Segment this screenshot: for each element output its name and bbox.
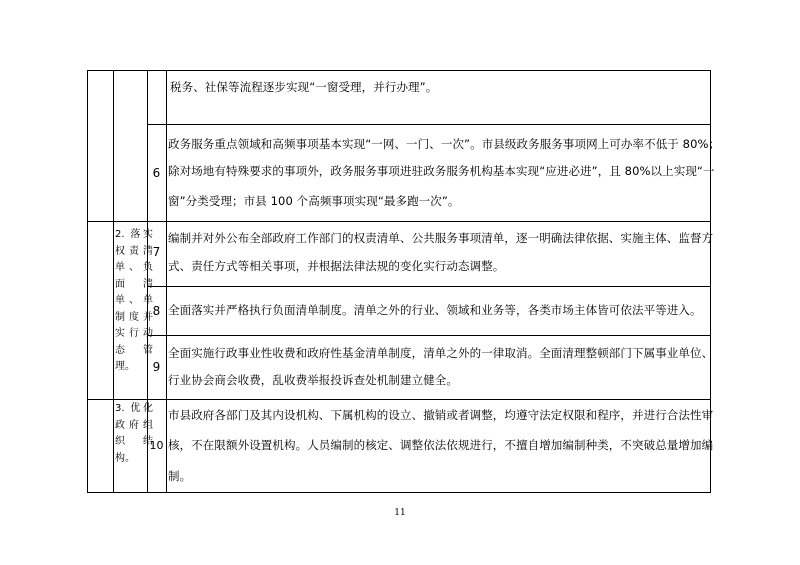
- item-text-line: 核，不在限额外设置机构。人员编制的核定、调整依法依规进行，不擅自增加编制种类，不突破总量增加编: [168, 438, 714, 452]
- table-border-left: [87, 70, 88, 493]
- item-text-line: 市县政府各部门及其内设机构、下属机构的设立、撤销或者调整，均遵守法定权限和程序，并进行合法性审: [168, 408, 714, 422]
- category-3: 3. 优化政府组织结构。: [115, 403, 153, 464]
- row-divider: [147, 286, 711, 287]
- row-divider: [87, 399, 711, 400]
- row-divider: [87, 221, 711, 222]
- category-2: 2. 落实权责清单、负面清单、单制度并实行动态管理。: [115, 229, 153, 372]
- item-text-line: 式、责任方式等相关事项，并根据法律法规的变化实行动态调整。: [168, 259, 505, 273]
- item-text-line: 税务、社保等流程逐步实现“一窗受理，并行办理”。: [170, 80, 438, 94]
- page-number: 11: [394, 508, 406, 518]
- column-divider: [166, 70, 167, 493]
- table-border-top: [87, 70, 711, 71]
- item-text-line: 行业协会商会收费，乱收费举报投诉查处机制建立健全。: [168, 373, 458, 387]
- table-border-bottom: [87, 492, 711, 493]
- item-number: 8: [152, 304, 161, 318]
- item-text-line: 除对场地有特殊要求的事项外，政务服务事项进驻政务服务机构基本实现“应进必进”，且 80%以上实现“一: [168, 164, 715, 178]
- item-text-line: 全面落实并严格执行负面清单制度。清单之外的行业、领域和业务等，各类市场主体皆可依法平等进入。: [168, 303, 702, 317]
- column-divider: [113, 70, 114, 493]
- item-text-line: 窗”分类受理；市县 100 个高频事项实现“最多跑一次”。: [168, 194, 460, 208]
- item-text-line: 制。: [168, 469, 192, 483]
- item-number: 7: [152, 245, 161, 259]
- row-divider: [147, 335, 711, 336]
- item-text-line: 政务服务重点领域和高频事项基本实现“一网、一门、一次”。市县级政务服务事项网上可办率不低于 80%；: [168, 137, 721, 151]
- item-number: 9: [152, 360, 161, 374]
- row-divider: [147, 124, 711, 125]
- item-number: 10: [149, 439, 164, 452]
- item-text-line: 全面实施行政事业性收费和政府性基金清单制度，清单之外的一律取消。全面清理整顿部门下属事业单位、: [168, 346, 714, 360]
- item-number: 6: [152, 166, 161, 180]
- item-text-line: 编制并对外公布全部政府工作部门的权责清单、公共服务事项清单，逐一明确法律依据、实施主体、监督方: [168, 231, 714, 245]
- table-border-right: [710, 70, 711, 493]
